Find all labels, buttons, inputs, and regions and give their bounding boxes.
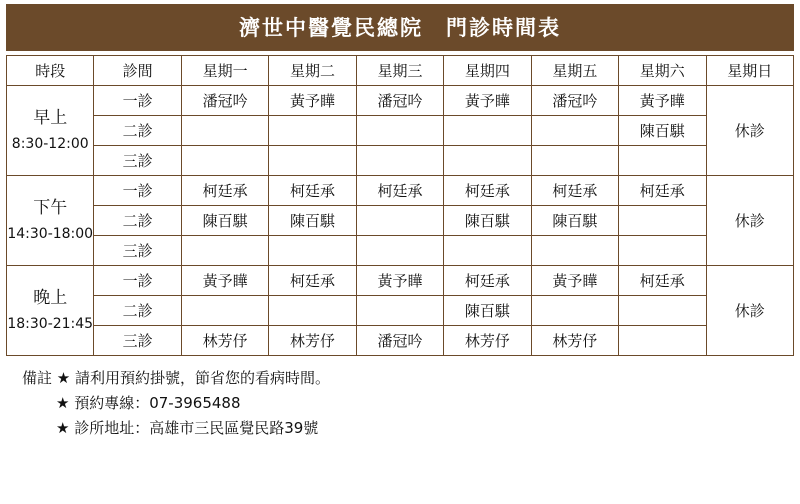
- sunday-closed-cell: 休診: [706, 266, 794, 356]
- doctor-cell: 柯廷承: [269, 266, 356, 296]
- doctor-cell: 潘冠吟: [531, 86, 618, 116]
- doctor-cell: 柯廷承: [356, 176, 443, 206]
- table-row: [7, 86, 794, 116]
- room-cell: 一診: [94, 86, 181, 116]
- table-row: [7, 146, 794, 176]
- column-header-tuesday: 星期二: [269, 56, 356, 86]
- doctor-cell: 林芳伃: [531, 326, 618, 356]
- doctor-cell: 潘冠吟: [356, 86, 443, 116]
- table-row: [7, 206, 794, 236]
- period-time: 8:30-12:00: [11, 136, 89, 153]
- doctor-cell: 黃予瞱: [356, 266, 443, 296]
- doctor-cell: [444, 146, 531, 176]
- column-header-thursday: 星期四: [444, 56, 531, 86]
- doctor-cell: 陳百騏: [444, 296, 531, 326]
- doctor-cell: 柯廷承: [619, 266, 706, 296]
- doctor-cell: 陳百騏: [181, 206, 268, 236]
- doctor-cell: [619, 296, 706, 326]
- period-cell: [7, 266, 94, 356]
- doctor-cell: [356, 116, 443, 146]
- doctor-cell: [269, 116, 356, 146]
- room-cell: 一診: [94, 176, 181, 206]
- period-cell: [7, 86, 94, 176]
- doctor-cell: [619, 146, 706, 176]
- column-header-saturday: 星期六: [619, 56, 706, 86]
- doctor-cell: 柯廷承: [181, 176, 268, 206]
- doctor-cell: 黃予瞱: [531, 266, 618, 296]
- doctor-cell: 黃予瞱: [269, 86, 356, 116]
- doctor-cell: [181, 236, 268, 266]
- doctor-cell: [619, 206, 706, 236]
- doctor-cell: 陳百騏: [619, 116, 706, 146]
- table-header-row: [7, 56, 794, 86]
- period-cell: [7, 176, 94, 266]
- sunday-closed-cell: 休診: [706, 86, 794, 176]
- doctor-cell: 柯廷承: [619, 176, 706, 206]
- room-cell: 二診: [94, 116, 181, 146]
- doctor-cell: [269, 146, 356, 176]
- doctor-cell: [531, 236, 618, 266]
- doctor-cell: 黃予瞱: [619, 86, 706, 116]
- doctor-cell: [356, 236, 443, 266]
- notes-block: [22, 366, 800, 440]
- page-title: 濟世中醫覺民總院 門診時間表: [6, 4, 794, 51]
- note-line-appointment: 備註 ★ 請利用預約掛號，節省您的看病時間。: [22, 369, 330, 387]
- doctor-cell: [181, 146, 268, 176]
- doctor-cell: 潘冠吟: [356, 326, 443, 356]
- column-header-sunday: 星期日: [706, 56, 794, 86]
- room-cell: 三診: [94, 326, 181, 356]
- room-cell: 一診: [94, 266, 181, 296]
- period-time: 14:30-18:00: [7, 226, 94, 243]
- room-cell: 二診: [94, 206, 181, 236]
- clinic-schedule-page: [0, 4, 800, 504]
- doctor-cell: 林芳伃: [269, 326, 356, 356]
- doctor-cell: [531, 146, 618, 176]
- doctor-cell: [444, 116, 531, 146]
- column-header-monday: 星期一: [181, 56, 268, 86]
- room-cell: 三診: [94, 236, 181, 266]
- column-header-wednesday: 星期三: [356, 56, 443, 86]
- period-name: 晚上: [33, 288, 68, 309]
- doctor-cell: 陳百騏: [531, 206, 618, 236]
- column-header-friday: 星期五: [531, 56, 618, 86]
- doctor-cell: [181, 116, 268, 146]
- period-name: 早上: [33, 108, 68, 129]
- doctor-cell: [619, 326, 706, 356]
- doctor-cell: [444, 236, 531, 266]
- period-time: 18:30-21:45: [7, 316, 94, 333]
- table-row: [7, 236, 794, 266]
- room-cell: 三診: [94, 146, 181, 176]
- doctor-cell: 陳百騏: [269, 206, 356, 236]
- table-row: [7, 116, 794, 146]
- column-header-room: 診間: [94, 56, 181, 86]
- doctor-cell: 潘冠吟: [181, 86, 268, 116]
- note-line-address: ★ 診所地址：高雄市三民區覺民路39號: [56, 418, 319, 437]
- doctor-cell: [531, 296, 618, 326]
- note-line-phone: ★ 預約專線：07-3965488: [56, 393, 241, 412]
- table-row: [7, 266, 794, 296]
- doctor-cell: 黃予瞱: [444, 86, 531, 116]
- doctor-cell: [531, 116, 618, 146]
- doctor-cell: 黃予瞱: [181, 266, 268, 296]
- doctor-cell: [356, 296, 443, 326]
- doctor-cell: 林芳伃: [181, 326, 268, 356]
- doctor-cell: 陳百騏: [444, 206, 531, 236]
- doctor-cell: 柯廷承: [269, 176, 356, 206]
- doctor-cell: 柯廷承: [531, 176, 618, 206]
- doctor-cell: [269, 236, 356, 266]
- schedule-table: [6, 55, 794, 356]
- doctor-cell: [181, 296, 268, 326]
- doctor-cell: 柯廷承: [444, 266, 531, 296]
- doctor-cell: [619, 236, 706, 266]
- doctor-cell: [269, 296, 356, 326]
- table-row: [7, 296, 794, 326]
- doctor-cell: 柯廷承: [444, 176, 531, 206]
- doctor-cell: [356, 146, 443, 176]
- period-name: 下午: [33, 198, 68, 219]
- doctor-cell: [356, 206, 443, 236]
- table-row: [7, 326, 794, 356]
- column-header-period: 時段: [7, 56, 94, 86]
- doctor-cell: 林芳伃: [444, 326, 531, 356]
- room-cell: 二診: [94, 296, 181, 326]
- table-body: [7, 86, 794, 356]
- table-header: [7, 56, 794, 86]
- table-row: [7, 176, 794, 206]
- sunday-closed-cell: 休診: [706, 176, 794, 266]
